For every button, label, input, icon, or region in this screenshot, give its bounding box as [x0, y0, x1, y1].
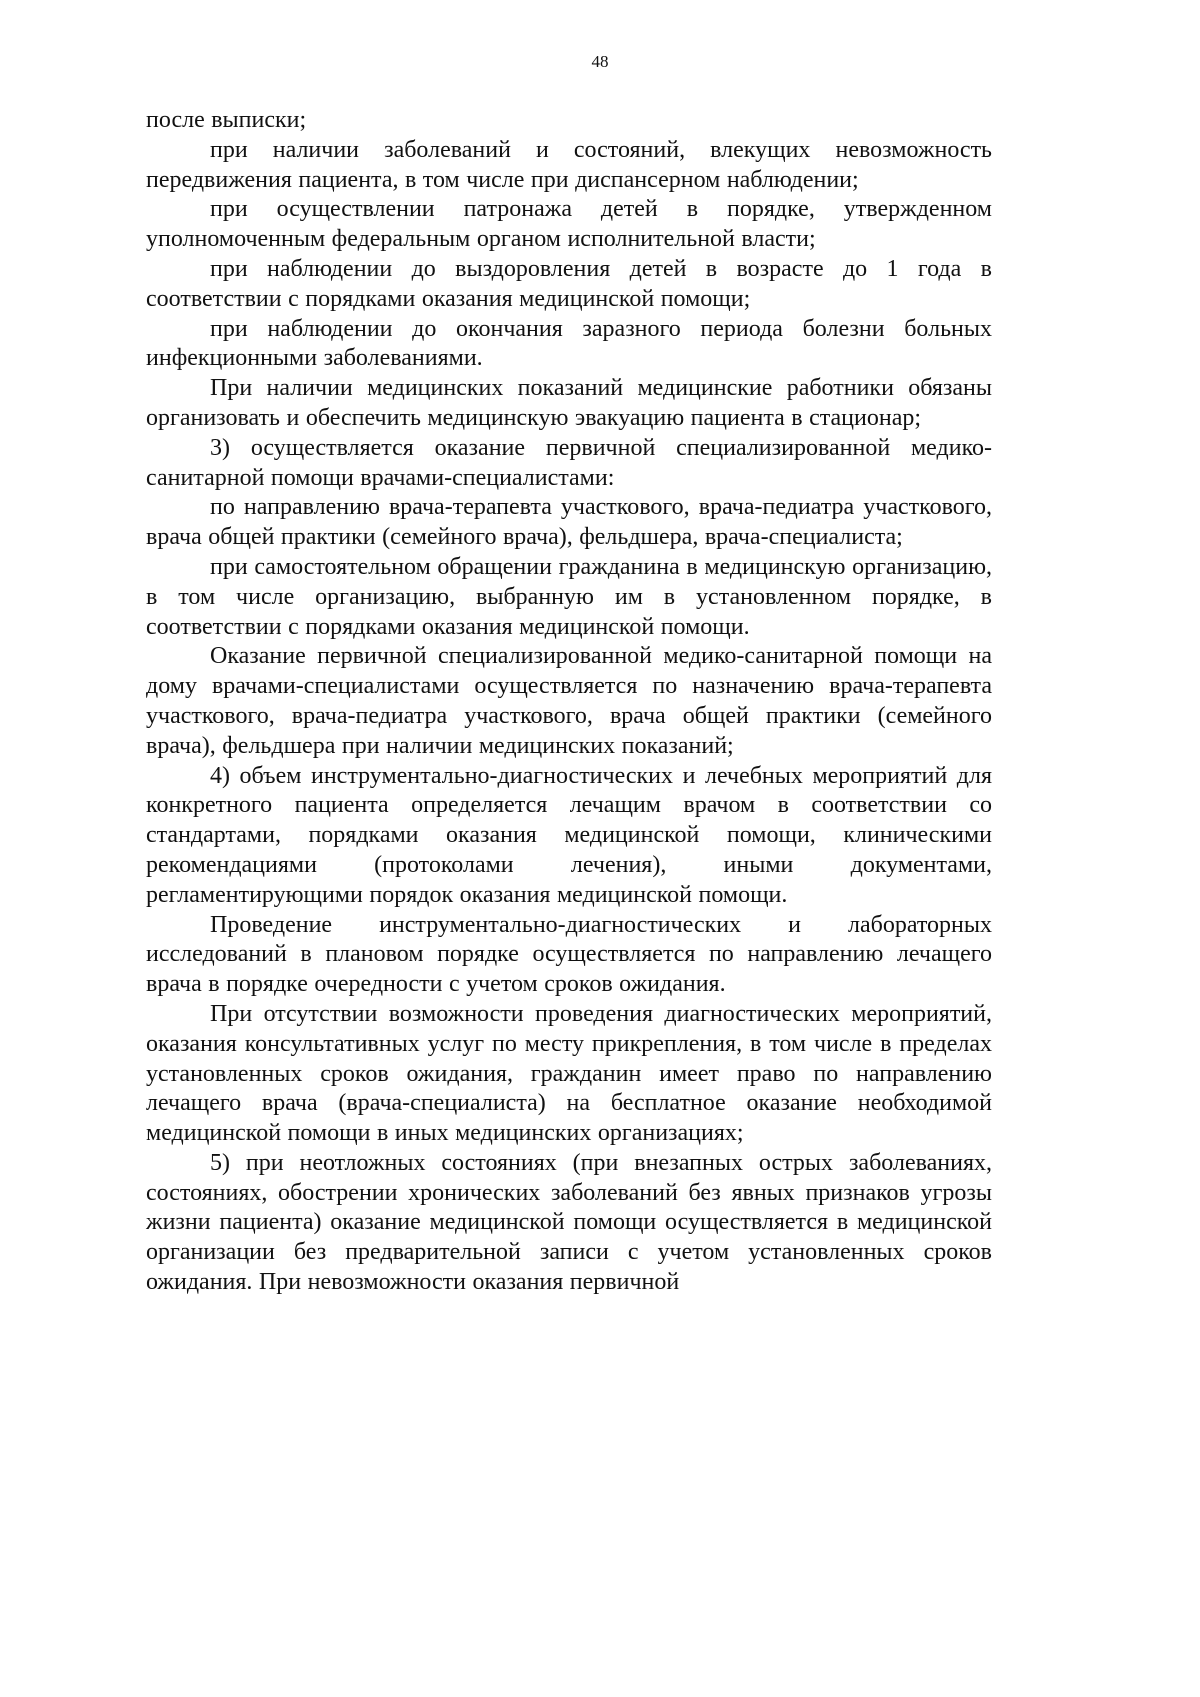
paragraph: после выписки;: [146, 107, 307, 133]
paragraph: 3) осуществляется оказание первичной специализированной медико-санитарной помощи врачами-специалистами:: [146, 434, 992, 491]
paragraph: При наличии медицинских показаний медицинские работники обязаны организовать и обеспечить медицинскую эвакуацию пациента в стационар;: [146, 375, 992, 431]
paragraph: при осуществлении патронажа детей в порядке, утвержденном уполномоченным федеральным органом исполнительной власти;: [146, 196, 992, 253]
paragraph: Проведение инструментально-диагностических и лабораторных исследований в плановом порядке осуществляется по направлению лечащего врача в порядке очередности с учетом сроков ожидания.: [146, 911, 992, 998]
paragraph: при наблюдении до окончания заразного периода болезни больных инфекционными заболеваниями.: [146, 315, 992, 372]
paragraph: Оказание первичной специализированной медико-санитарной помощи на дому врачами-специалистами осуществляется по назначению врача-терапевта участкового, врача-педиатра участкового, врача общей практики (семейного врача), фельдшера при наличии медицинских показаний;: [146, 643, 992, 759]
document-body: [146, 106, 992, 1298]
paragraph: при наличии заболеваний и состояний, влекущих невозможность передвижения пациента, в том числе при диспансерном наблюдении;: [146, 136, 992, 193]
page-number: 48: [591, 52, 609, 71]
paragraph: 4) объем инструментально-диагностических и лечебных мероприятий для конкретного пациента определяется лечащим врачом в соответствии со стандартами, порядками оказания медицинской помощи, клиническими рекомендациями (протоколами лечения), иными документами, регламентирующими порядок оказания медицинской помощи.: [146, 762, 992, 908]
paragraph: 5) при неотложных состояниях (при внезапных острых заболеваниях, состояниях, обострении хронических заболеваний без явных признаков угрозы жизни пациента) оказание медицинской помощи осуществляется в медицинской организации без предварительной записи с учетом установленных сроков ожидания. При невозможности оказания первичной: [146, 1149, 992, 1296]
paragraph: при самостоятельном обращении гражданина в медицинскую организацию, в том числе организацию, выбранную им в установленном порядке, в соответствии с порядками оказания медицинской помощи.: [146, 553, 992, 640]
paragraph: по направлению врача-терапевта участкового, врача-педиатра участкового, врача общей практики (семейного врача), фельдшера, врача-специалиста;: [146, 494, 992, 551]
paragraph: при наблюдении до выздоровления детей в возрасте до 1 года в соответствии с порядками оказания медицинской помощи;: [146, 255, 992, 312]
paragraph: При отсутствии возможности проведения диагностических мероприятий, оказания консультативных услуг по месту прикрепления, в том числе в пределах установленных сроков ожидания, гражданин имеет право по направлению лечащего врача (врача-специалиста) на бесплатное оказание необходимой медицинской помощи в иных медицинских организациях;: [146, 1000, 992, 1147]
